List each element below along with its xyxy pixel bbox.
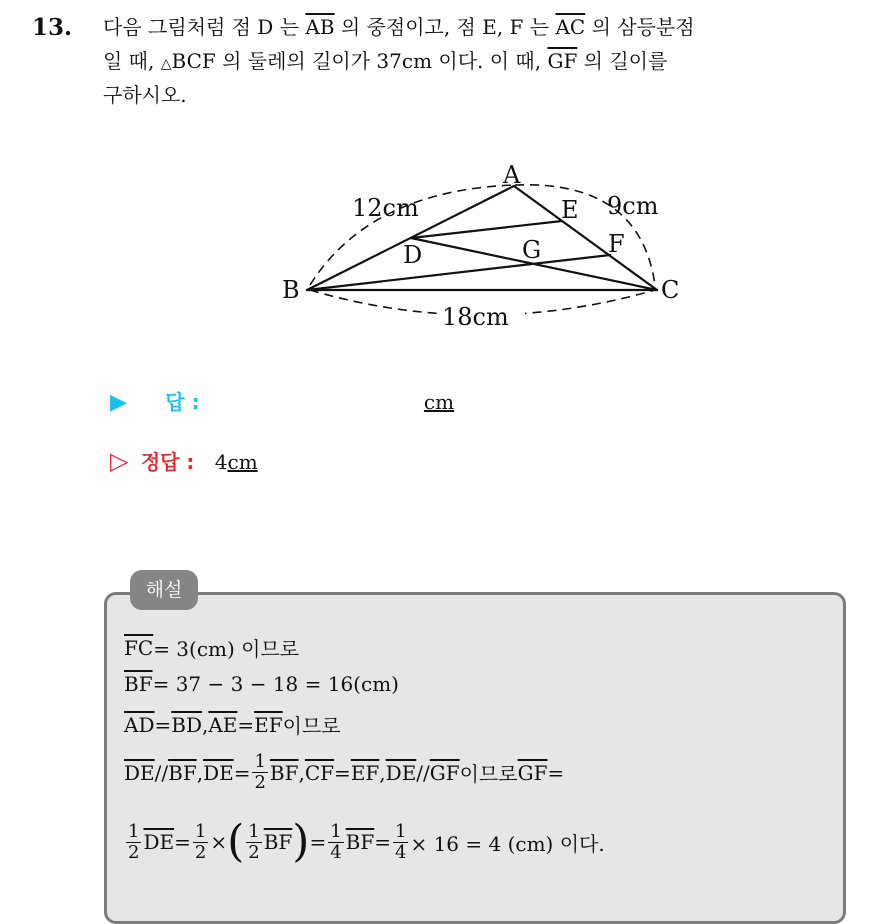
correct-answer-value: 4 (214, 450, 228, 474)
triangle-diagram (0, 0, 884, 345)
length-ab: 12cm (352, 194, 419, 222)
segment-ab: $\overline{AB}$ (305, 15, 335, 39)
comma: , (201, 712, 209, 737)
question-text: 의 중점이고, 점 E, F 는 (334, 15, 556, 39)
right-paren: ) (292, 816, 310, 867)
equals: = (233, 760, 251, 785)
equals: = (154, 712, 172, 737)
comma: , (379, 760, 386, 785)
explanation-text: 이므로 (282, 714, 341, 738)
length-ef: 9cm (607, 192, 659, 220)
length-bc: 18cm (442, 303, 509, 331)
answer-row (110, 386, 454, 415)
label-g: G (522, 236, 542, 264)
fraction-quarter: $\frac{1}{4}$ (395, 820, 407, 863)
explanation-text: × 16 = 4 (cm) 이다. (410, 831, 605, 856)
parallel-symbol: // (154, 760, 169, 785)
equals: = (309, 830, 327, 854)
question-number: 13. (32, 14, 73, 41)
segment-ef: $\overline{EF}$ (254, 712, 283, 737)
explanation-text: = 37 − 3 − 18 = 16(cm) (152, 672, 399, 696)
explanation-text: = 3(cm) 이므로 (153, 637, 300, 661)
segment-gf: $\overline{GF}$ (517, 760, 548, 785)
segment-bd: $\overline{BD}$ (171, 712, 202, 737)
segment-bf: $\overline{BF}$ (168, 760, 197, 785)
segment-de: $\overline{DE}$ (203, 760, 234, 785)
question-text: 다음 그림처럼 점 D 는 (103, 15, 306, 39)
times-symbol: × (210, 830, 228, 854)
label-b: B (282, 276, 300, 304)
label-a: A (503, 161, 521, 189)
segment-ef: $\overline{EF}$ (350, 760, 380, 785)
segment-gf: $\overline{GF}$ (429, 760, 460, 785)
question-text: 의 길이를 (577, 49, 668, 73)
segment-bf: $\overline{BF}$ (124, 672, 153, 696)
segment-cf: $\overline{CF}$ (304, 760, 335, 785)
label-e: E (561, 196, 579, 224)
correct-answer-row (110, 446, 258, 475)
fraction-half: $\frac{1}{2}$ (254, 751, 266, 793)
segment-bf: $\overline{BF}$ (263, 830, 293, 854)
fraction-half: $\frac{1}{2}$ (194, 820, 207, 863)
equals: = (174, 830, 191, 854)
outline-play-icon: ▷ (110, 447, 129, 475)
filled-play-icon: ▶ (110, 390, 127, 415)
correct-answer-label: 정답 : (140, 450, 195, 474)
equals: = (334, 760, 351, 785)
segment-bf: $\overline{BF}$ (345, 830, 375, 854)
segment-de: $\overline{DE}$ (143, 830, 175, 854)
label-f: F (608, 230, 625, 258)
explanation-line-4 (124, 752, 564, 793)
question-text: 일 때, (103, 49, 161, 73)
correct-answer-unit: cm (227, 450, 258, 474)
fraction-quarter: $\frac{1}{4}$ (330, 820, 342, 863)
explanation-line-5 (124, 816, 605, 867)
segment-de: $\overline{DE}$ (124, 760, 155, 785)
segment-fc: $\overline{FC}$ (124, 635, 154, 660)
fraction-half: $\frac{1}{2}$ (128, 820, 140, 863)
equals: = (374, 830, 392, 854)
question-text: 의 삼등분점 (585, 15, 695, 39)
label-c: C (661, 276, 680, 304)
triangle-symbol: △ (160, 56, 172, 72)
segment-bf: $\overline{BF}$ (269, 760, 299, 785)
comma: , (196, 760, 204, 785)
explanation-line-1 (124, 633, 299, 662)
explanation-tab: 해설 (130, 570, 198, 610)
answer-unit[interactable]: cm (423, 390, 455, 414)
explanation-text: 이므로 (459, 762, 518, 786)
equals: = (547, 760, 565, 785)
question-text: 구하시오. (103, 83, 187, 107)
question-text: BCF 의 둘레의 길이가 37cm 이다. 이 때, (171, 49, 548, 73)
segment-ad: $\overline{AD}$ (124, 712, 155, 737)
segment-gf: $\overline{GF}$ (547, 49, 578, 73)
segment-ae: $\overline{AE}$ (208, 712, 238, 737)
segment-bf (307, 255, 610, 290)
left-paren: ( (227, 816, 245, 867)
label-d: D (403, 241, 423, 269)
comma: , (298, 760, 305, 785)
equals: = (237, 712, 255, 737)
explanation-line-3 (124, 710, 341, 739)
segment-de: $\overline{DE}$ (385, 760, 417, 785)
explanation-line-2 (124, 672, 399, 696)
answer-label: 답 : (165, 390, 200, 414)
parallel-symbol: // (416, 760, 430, 785)
segment-ac: $\overline{AC}$ (555, 15, 586, 39)
fraction-half: $\frac{1}{2}$ (248, 820, 260, 863)
